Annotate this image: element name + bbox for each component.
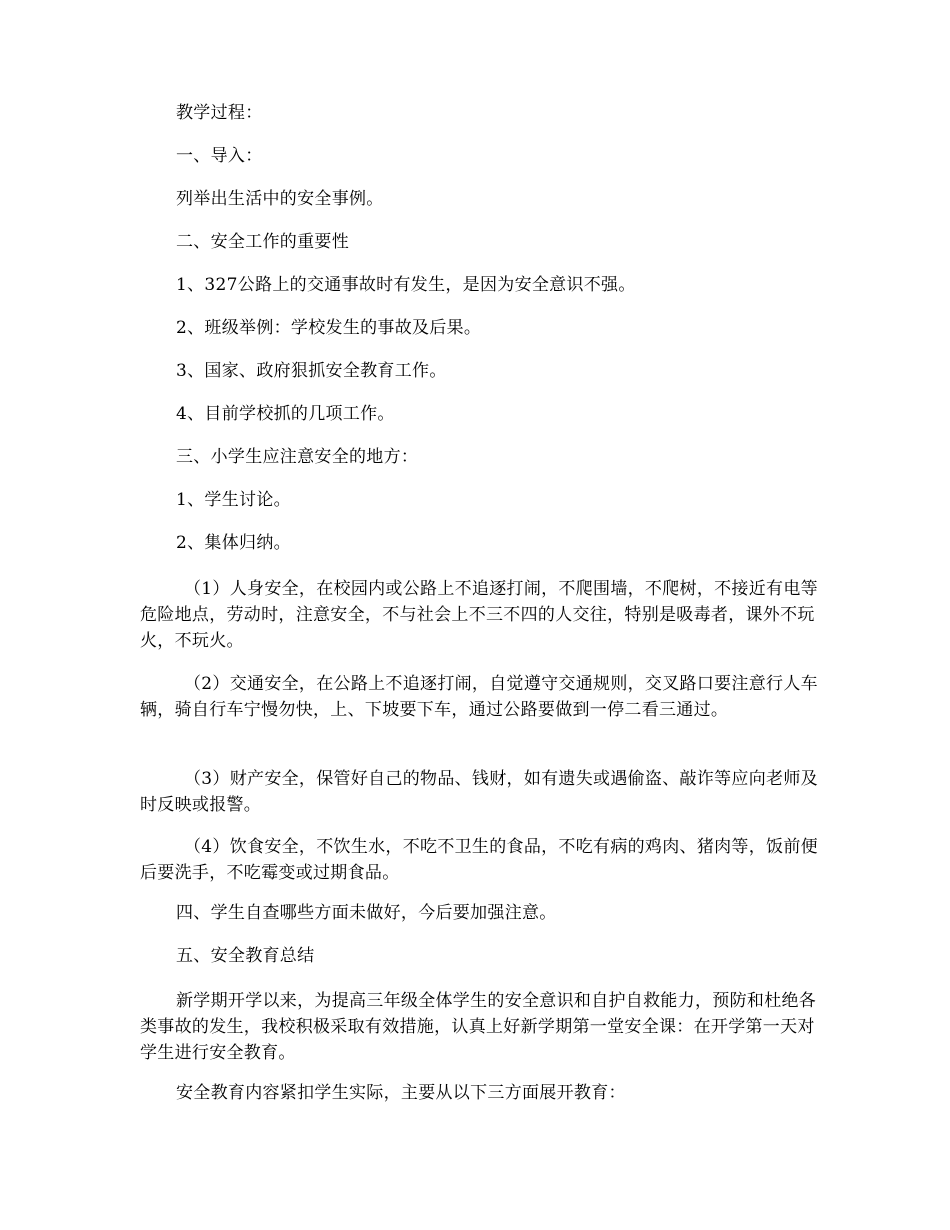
paragraph-education-content: 安全教育内容紧扣学生实际，主要从以下三方面展开教育： xyxy=(176,1083,626,1103)
paragraph-section-self-check: 四、学生自查哪些方面未做好，今后要加强注意。 xyxy=(176,903,557,923)
paragraph-section-conclusion: 五、安全教育总结 xyxy=(176,946,315,966)
paragraph-importance-2: 2、班级举例：学校发生的事故及后果。 xyxy=(176,318,482,338)
paragraph-importance-3: 3、国家、政府狠抓安全教育工作。 xyxy=(176,361,447,381)
paragraph-section-safety-places: 三、小学生应注意安全的地方： xyxy=(176,447,419,467)
paragraph-discussion: 1、学生讨论。 xyxy=(176,490,291,510)
paragraph-personal-safety: （1）人身安全，在校园内或公路上不追逐打闹，不爬围墙，不爬树，不接近有电等危险地点，劳动时，注意安全，不与社会上不三不四的人交往，特别是吸毒者，课外不玩火，不玩火。 xyxy=(140,579,818,651)
paragraph-summary: 2、集体归纳。 xyxy=(176,533,291,553)
paragraph-food-safety: （4）饮食安全，不饮生水，不吃不卫生的食品，不吃有病的鸡肉、猪肉等，饭前便后要洗手，不吃霉变或过期食品。 xyxy=(140,837,818,883)
paragraph-intro-content: 列举出生活中的安全事例。 xyxy=(176,189,384,209)
paragraph-property-safety: （3）财产安全，保管好自己的物品、钱财，如有遗失或遇偷盗、敲诈等应向老师及时反映或报警。 xyxy=(140,769,818,815)
paragraph-section-importance: 二、安全工作的重要性 xyxy=(176,232,349,252)
paragraph-teaching-process: 教学过程： xyxy=(176,103,263,123)
paragraph-importance-4: 4、目前学校抓的几项工作。 xyxy=(176,404,395,424)
paragraph-conclusion-content: 新学期开学以来，为提高三年级全体学生的安全意识和自护自救能力，预防和杜绝各类事故的发生，我校积极采取有效措施，认真上好新学期第一堂安全课：在开学第一天对学生进行安全教育。 xyxy=(140,991,817,1063)
paragraph-traffic-safety: （2）交通安全，在公路上不追逐打闹，自觉遵守交通规则，交叉路口要注意行人车辆，骑自行车宁慢勿快，上、下坡要下车，通过公路要做到一停二看三通过。 xyxy=(140,674,818,720)
paragraph-section-intro: 一、导入： xyxy=(176,146,263,166)
paragraph-importance-1: 1、327公路上的交通事故时有发生，是因为安全意识不强。 xyxy=(176,275,636,295)
